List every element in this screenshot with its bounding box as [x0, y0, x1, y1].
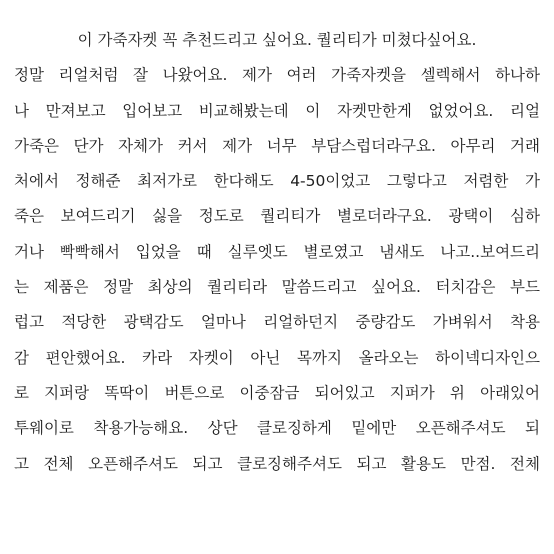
article-line: 럽고 적당한 광택감도 얼마나 리얼하던지 중량감도 가벼워서 착용: [14, 313, 540, 332]
article-body: [14, 23, 540, 482]
article-line: 정말 리얼처럼 잘 나왔어요. 제가 여러 가죽자켓을 셀렉해서 하나하: [14, 66, 540, 85]
article-line: 는 제품은 정말 최상의 퀄리티라 말씀드리고 싶어요. 터치감은 부드: [14, 278, 540, 297]
article-line: 죽은 보여드리기 싫을 정도로 퀄리티가 별로더라구요. 광택이 심하: [14, 207, 540, 226]
article-line: 감 편안했어요. 카라 자켓이 아닌 목까지 올라오는 하이넥디자인으: [14, 348, 540, 367]
article-line: 투웨이로 착용가능해요. 상단 클로징하게 밑에만 오픈해주셔도 되: [14, 419, 540, 438]
article-line: 처에서 정해준 최저가로 한다해도 4-50이었고 그렇다고 저렴한 가: [14, 172, 540, 191]
article-line: 가죽은 단가 자체가 커서 제가 너무 부담스럽더라구요. 아무리 거래: [14, 136, 540, 155]
article-line: 고 전체 오픈해주셔도 되고 클로징해주셔도 되고 활용도 만점. 전체: [14, 454, 540, 473]
article-line: 나 만져보고 입어보고 비교해봤는데 이 자켓만한게 없었어요. 리얼: [14, 101, 540, 120]
article-line: 거나 빡빡해서 입었을 때 실루엣도 별로였고 냄새도 나고..보여드리: [14, 242, 540, 261]
article-line: 로 지퍼랑 똑딱이 버튼으로 이중잠금 되어있고 지퍼가 위 아래있어: [14, 383, 540, 402]
article-line: 이 가죽자켓 꼭 추천드리고 싶어요. 퀄리티가 미쳤다싶어요.: [77, 31, 477, 49]
